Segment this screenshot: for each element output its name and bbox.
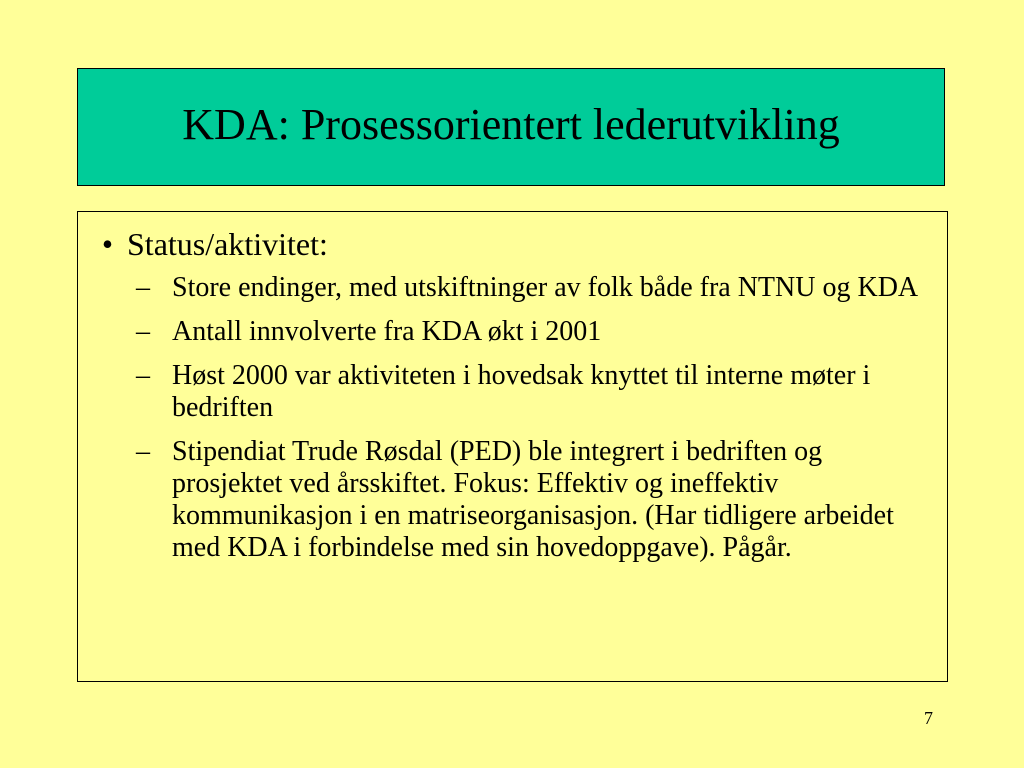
dash-marker: –: [136, 436, 150, 467]
sub-bullet-item: [136, 272, 936, 304]
sub-bullet-item: [136, 316, 936, 348]
sub-bullet-item: [136, 436, 936, 564]
main-bullet-text: Status/aktivitet:: [127, 226, 328, 262]
sub-bullet-list: [136, 272, 936, 576]
dash-marker: –: [136, 316, 150, 347]
sub-bullet-text: Antall innvolverte fra KDA økt i 2001: [172, 316, 602, 347]
sub-bullet-item: [136, 360, 936, 424]
slide-content-box: [77, 211, 948, 682]
dash-marker: –: [136, 272, 150, 303]
dash-marker: –: [136, 360, 150, 391]
sub-bullet-text: Stipendiat Trude Røsdal (PED) ble integrert i bedriften og prosjektet ved årsskiftet. Fokus: Effektiv og ineffektiv kommunikasjon i en matriseorganisasjon. (Har tidligere arbeidet med KDA i forbindelse med sin hovedoppgave). Pågår.: [172, 436, 894, 563]
slide-title: KDA: Prosessorientert lederutvikling: [182, 100, 840, 149]
slide-page-number: 7: [924, 708, 933, 728]
sub-bullet-text: Høst 2000 var aktiviteten i hovedsak knyttet til interne møter i bedriften: [172, 360, 871, 423]
bullet-marker: •: [101, 226, 114, 262]
slide-title-box: [77, 68, 945, 186]
sub-bullet-text: Store endinger, med utskiftninger av folk både fra NTNU og KDA: [172, 272, 919, 303]
main-bullet: [88, 226, 328, 262]
